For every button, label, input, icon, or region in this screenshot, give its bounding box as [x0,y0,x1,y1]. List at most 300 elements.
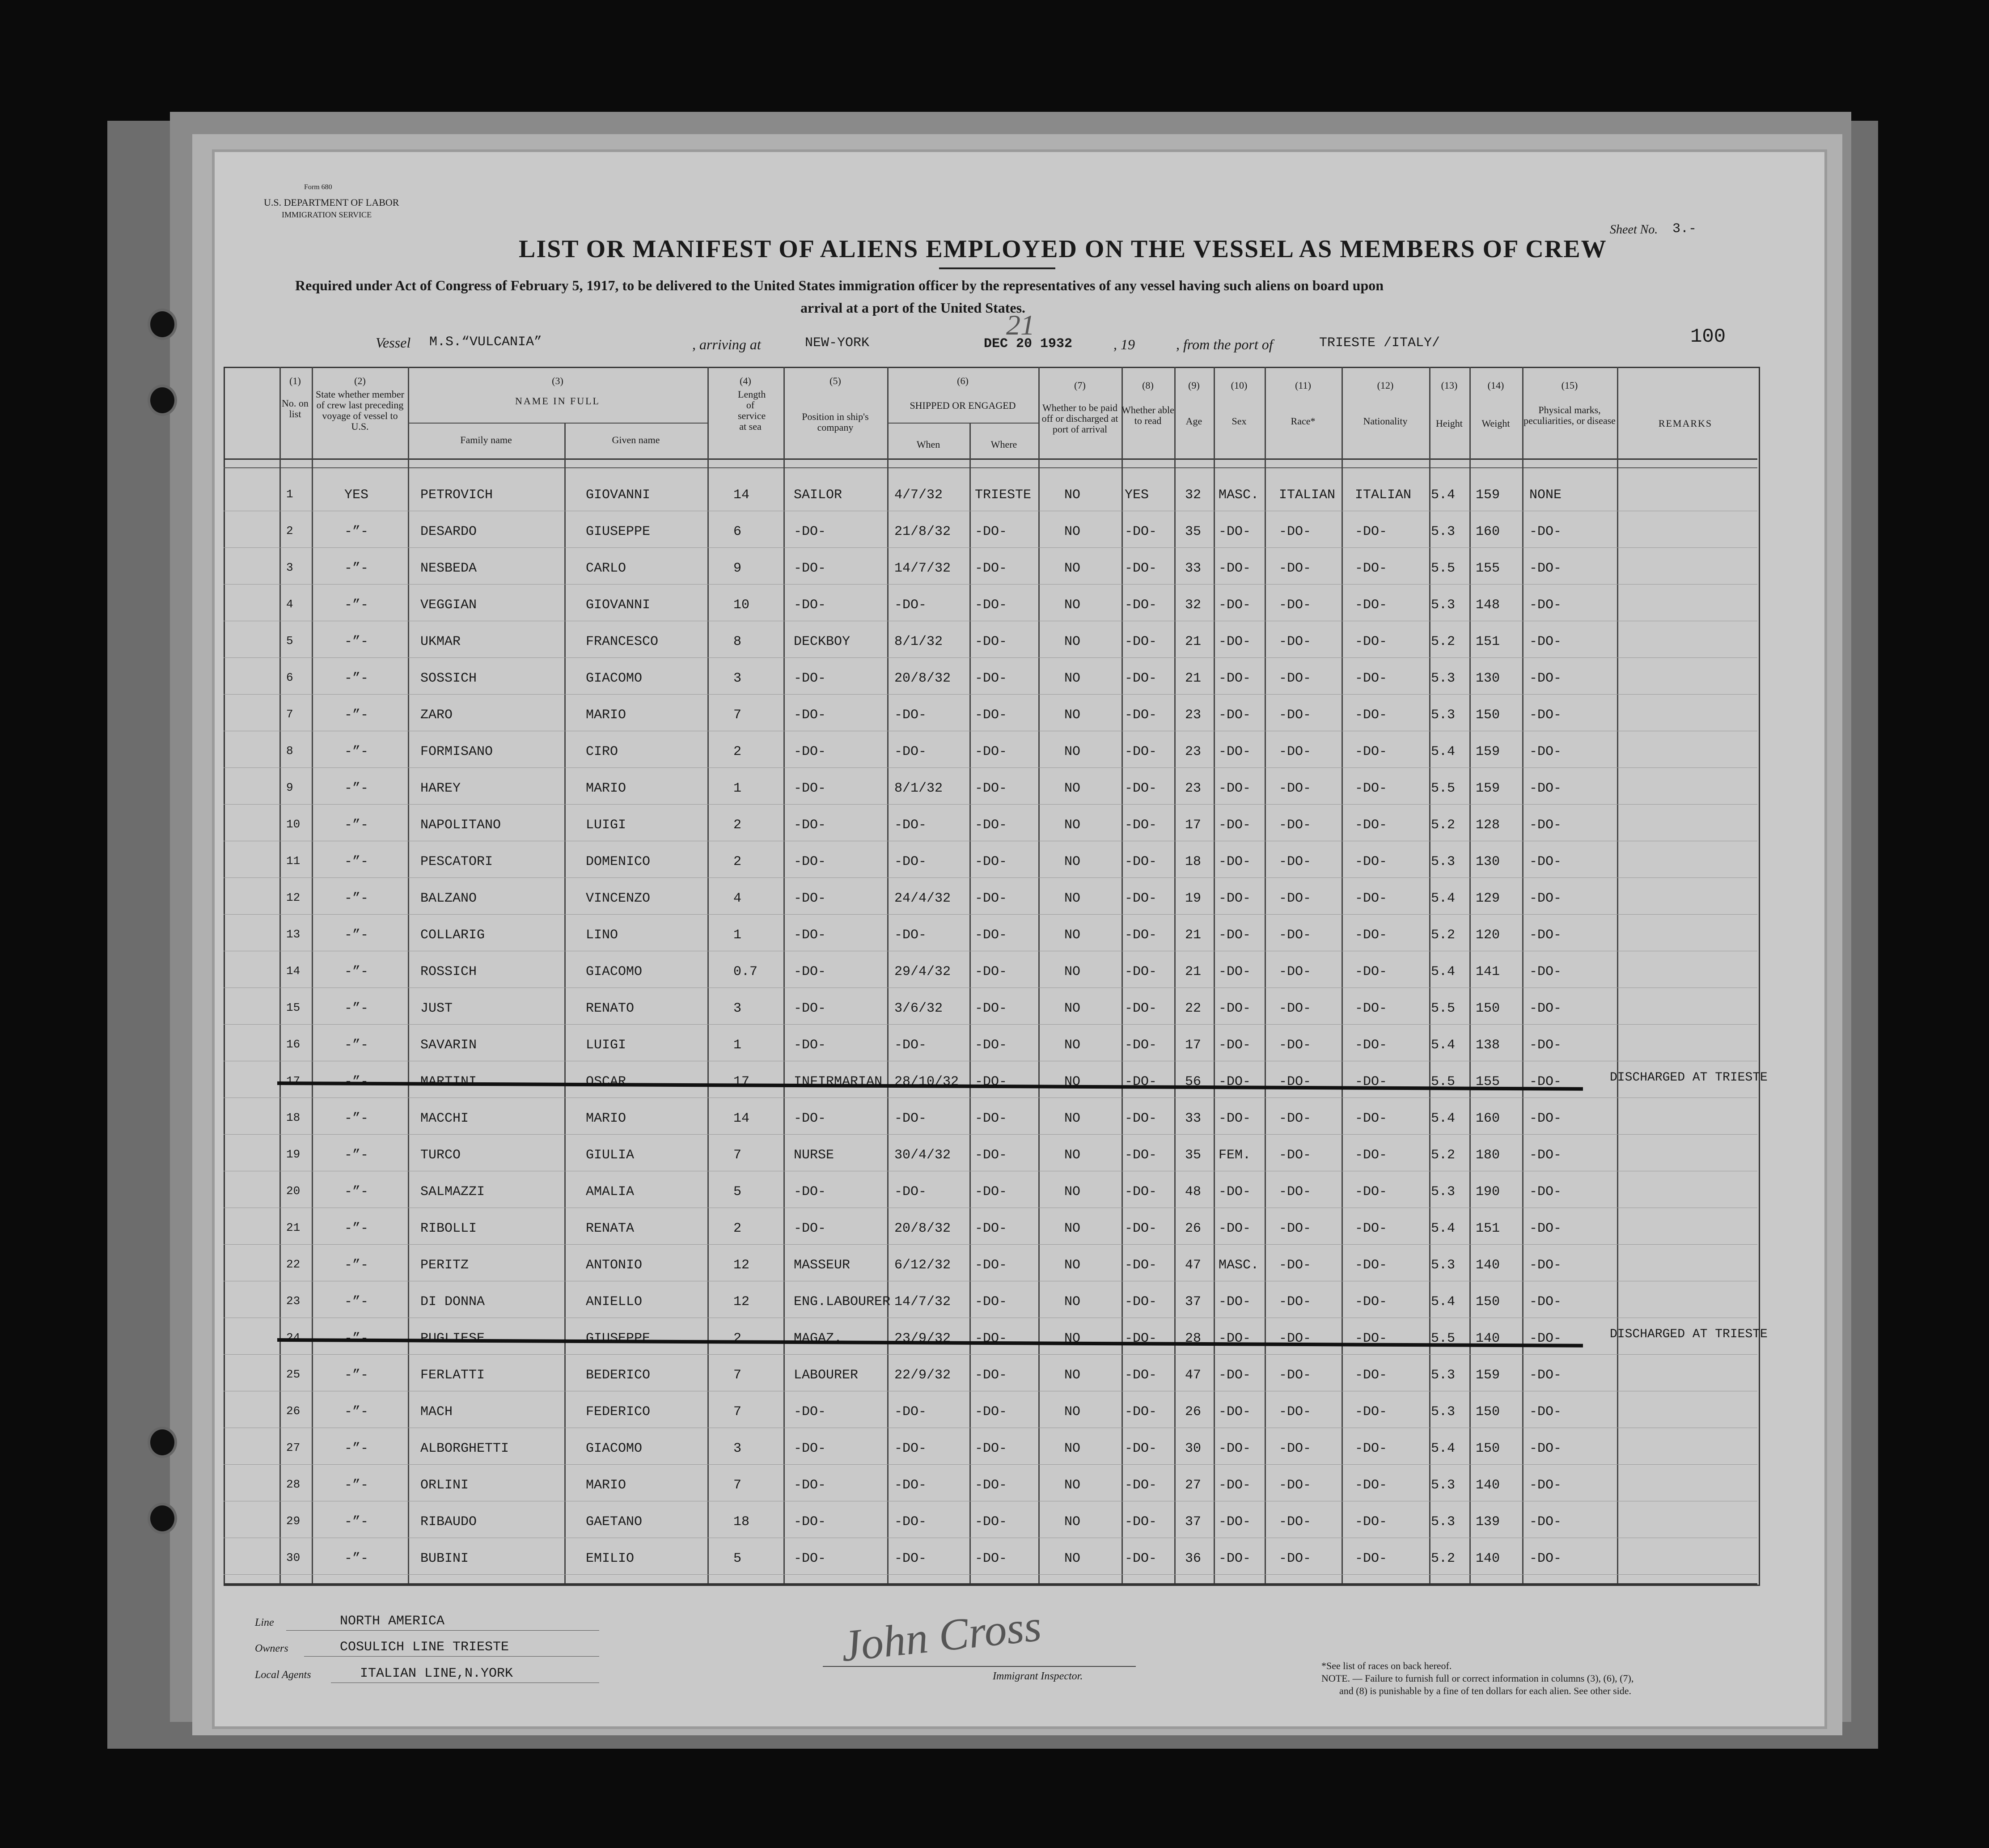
row-length-of-service: 6 [733,524,742,539]
row-shipped-when: -DO- [894,1404,927,1420]
row-given-name: GIACOMO [586,1441,643,1456]
vessel-label: Vessel [376,335,411,351]
row-able-to-read: -DO- [1125,891,1157,906]
row-height: 5.3 [1431,524,1456,539]
row-nationality: -DO- [1355,1514,1388,1530]
row-previous-voyage: -”- [344,1074,369,1089]
row-length-of-service: 5 [733,1184,742,1200]
row-physical-marks: -DO- [1529,1074,1562,1089]
column-divider [312,367,313,1583]
row-row-number: 3 [286,561,293,574]
row-sex: -DO- [1219,598,1251,613]
row-nationality: -DO- [1355,561,1388,576]
row-shipped-where: TRIESTE [975,487,1032,503]
row-row-number: 16 [286,1038,300,1051]
row-given-name: ANTONIO [586,1258,643,1273]
row-shipped-where: -DO- [975,781,1007,796]
col-1-header: No. on list [282,398,309,420]
column-divider [1214,367,1215,1583]
row-race: -DO- [1279,1294,1312,1310]
group-header-rule [408,423,707,424]
row-previous-voyage: -”- [344,1001,369,1016]
row-previous-voyage: -”- [344,854,369,869]
row-age: 36 [1185,1551,1202,1566]
row-family-name: HAREY [420,781,461,796]
row-length-of-service: 2 [733,818,742,833]
col-7-header: Whether to be paid off or discharged at port of arrival [1041,402,1118,435]
row-row-number: 9 [286,781,293,794]
row-race: -DO- [1279,1148,1312,1163]
row-shipped-when: 14/7/32 [894,1294,951,1310]
row-physical-marks: -DO- [1529,1148,1562,1163]
row-position: MASSEUR [794,1258,851,1273]
row-previous-voyage: -”- [344,1258,369,1273]
row-length-of-service: 1 [733,781,742,796]
group-header-rule [887,423,1038,424]
row-shipped-where: -DO- [975,1221,1007,1236]
row-family-name: SAVARIN [420,1038,477,1053]
row-height: 5.4 [1431,1441,1456,1456]
row-nationality: -DO- [1355,1184,1388,1200]
row-sex: -DO- [1219,818,1251,833]
service-label: IMMIGRATION SERVICE [282,210,372,219]
row-row-number: 5 [286,634,293,648]
row-able-to-read: -DO- [1125,781,1157,796]
row-able-to-read: -DO- [1125,561,1157,576]
inspector-label: Immigrant Inspector. [993,1670,1083,1682]
row-row-number: 12 [286,891,300,904]
row-race: -DO- [1279,634,1312,649]
col-14-header: Weight [1481,418,1510,429]
col-11-number: (11) [1295,380,1311,391]
row-height: 5.4 [1431,1038,1456,1053]
row-weight: 180 [1476,1148,1500,1163]
row-race: -DO- [1279,1001,1312,1016]
row-length-of-service: 0.7 [733,964,758,979]
row-row-number: 21 [286,1221,300,1234]
row-family-name: ROSSICH [420,964,477,979]
row-paid-off: NO [1064,634,1081,649]
row-nationality: -DO- [1355,1074,1388,1089]
row-sex: -DO- [1219,1441,1251,1456]
row-position: -DO- [794,1404,826,1420]
row-age: 26 [1185,1221,1202,1236]
header-bottom-rule [224,458,1757,460]
owners-value: COSULICH LINE TRIESTE [340,1640,509,1655]
binder-hole [148,309,177,340]
row-able-to-read: -DO- [1125,1111,1157,1126]
row-position: -DO- [794,1514,826,1530]
row-family-name: SOSSICH [420,671,477,686]
row-height: 5.4 [1431,1294,1456,1310]
col-4-number: (4) [740,375,751,386]
row-given-name: AMALIA [586,1184,635,1200]
races-note: *See list of races on back hereof. [1321,1660,1452,1671]
row-position: -DO- [794,891,826,906]
row-physical-marks: -DO- [1529,1478,1562,1493]
row-race: -DO- [1279,818,1312,833]
row-sex: -DO- [1219,891,1251,906]
row-weight: 190 [1476,1184,1500,1200]
row-shipped-where: -DO- [975,1111,1007,1126]
binder-hole [148,385,177,416]
row-row-number: 26 [286,1404,300,1418]
row-length-of-service: 4 [733,891,742,906]
row-given-name: MARIO [586,1111,626,1126]
row-shipped-where: -DO- [975,1331,1007,1346]
row-age: 30 [1185,1441,1202,1456]
row-family-name: JUST [420,1001,453,1016]
row-row-number: 8 [286,744,293,758]
row-shipped-when: 22/9/32 [894,1368,951,1383]
col-7-number: (7) [1074,380,1086,391]
row-shipped-where: -DO- [975,1001,1007,1016]
row-row-number: 11 [286,854,300,868]
row-given-name: RENATA [586,1221,635,1236]
row-given-name: GIACOMO [586,964,643,979]
col-10-number: (10) [1231,380,1248,391]
row-length-of-service: 5 [733,1551,742,1566]
row-height: 5.3 [1431,708,1456,723]
row-shipped-when: 4/7/32 [894,487,943,503]
row-shipped-when: -DO- [894,1514,927,1530]
column-divider [1121,367,1123,1583]
row-race: -DO- [1279,1074,1312,1089]
row-nationality: -DO- [1355,1368,1388,1383]
row-shipped-when: -DO- [894,928,927,943]
row-shipped-where: -DO- [975,1294,1007,1310]
binder-hole [148,1503,177,1534]
row-age: 27 [1185,1478,1202,1493]
row-race: -DO- [1279,1441,1312,1456]
row-paid-off: NO [1064,1148,1081,1163]
row-paid-off: NO [1064,1074,1081,1089]
row-race: -DO- [1279,1111,1312,1126]
row-previous-voyage: -”- [344,781,369,796]
row-length-of-service: 12 [733,1294,750,1310]
row-previous-voyage: -”- [344,1331,369,1346]
row-able-to-read: -DO- [1125,598,1157,613]
row-previous-voyage: -”- [344,928,369,943]
col-13-header: Height [1436,418,1463,429]
row-position: -DO- [794,561,826,576]
row-height: 5.3 [1431,1404,1456,1420]
row-paid-off: NO [1064,781,1081,796]
column-divider [279,367,281,1583]
row-shipped-when: 24/4/32 [894,891,951,906]
row-length-of-service: 7 [733,1148,742,1163]
row-able-to-read: -DO- [1125,1184,1157,1200]
row-position: -DO- [794,1478,826,1493]
col-8-header: Whether able to read [1121,404,1174,426]
row-length-of-service: 1 [733,1038,742,1053]
row-able-to-read: -DO- [1125,1551,1157,1566]
row-height: 5.5 [1431,1074,1456,1089]
row-length-of-service: 10 [733,598,750,613]
row-position: DECKBOY [794,634,851,649]
row-shipped-when: 14/7/32 [894,561,951,576]
row-paid-off: NO [1064,1514,1081,1530]
row-weight: 150 [1476,1404,1500,1420]
row-previous-voyage: -”- [344,561,369,576]
column-divider [707,367,709,1583]
col-9-number: (9) [1188,380,1200,391]
row-age: 23 [1185,781,1202,796]
row-height: 5.2 [1431,634,1456,649]
row-height: 5.3 [1431,1514,1456,1530]
row-family-name: BUBINI [420,1551,469,1566]
row-weight: 141 [1476,964,1500,979]
row-age: 19 [1185,891,1202,906]
row-nationality: -DO- [1355,598,1388,613]
row-shipped-when: 23/9/32 [894,1331,951,1346]
row-able-to-read: -DO- [1125,818,1157,833]
row-previous-voyage: -”- [344,671,369,686]
row-nationality: -DO- [1355,1221,1388,1236]
row-age: 21 [1185,964,1202,979]
row-able-to-read: YES [1125,487,1149,503]
row-position: -DO- [794,524,826,539]
row-weight: 140 [1476,1331,1500,1346]
row-shipped-where: -DO- [975,1148,1007,1163]
row-given-name: CARLO [586,561,626,576]
row-weight: 129 [1476,891,1500,906]
row-length-of-service: 7 [733,1478,742,1493]
inspector-signature: John Cross [838,1600,1044,1671]
row-sex: -DO- [1219,1038,1251,1053]
row-given-name: DOMENICO [586,854,651,869]
row-age: 47 [1185,1368,1202,1383]
row-row-number: 2 [286,524,293,538]
row-given-name: GAETANO [586,1514,643,1530]
column-divider [1522,367,1523,1583]
row-nationality: -DO- [1355,1148,1388,1163]
col-2-header: State whether member of crew last preceding voyage of vessel to U.S. [316,389,404,432]
row-height: 5.5 [1431,781,1456,796]
row-weight: 159 [1476,781,1500,796]
row-shipped-where: -DO- [975,1074,1007,1089]
row-sex: -DO- [1219,1074,1251,1089]
row-able-to-read: -DO- [1125,964,1157,979]
row-weight: 140 [1476,1551,1500,1566]
row-length-of-service: 17 [733,1074,750,1089]
row-rule [224,1244,1757,1245]
row-sex: -DO- [1219,561,1251,576]
row-family-name: NESBEDA [420,561,477,576]
row-row-number: 10 [286,818,300,831]
row-sex: -DO- [1219,524,1251,539]
row-able-to-read: -DO- [1125,1221,1157,1236]
row-height: 5.3 [1431,1184,1456,1200]
row-nationality: -DO- [1355,781,1388,796]
row-previous-voyage: -”- [344,1221,369,1236]
row-physical-marks: -DO- [1529,928,1562,943]
row-height: 5.5 [1431,561,1456,576]
row-paid-off: NO [1064,1331,1081,1346]
row-shipped-when: -DO- [894,1478,927,1493]
column-divider [1617,367,1618,1583]
row-physical-marks: -DO- [1529,964,1562,979]
row-given-name: RENATO [586,1001,635,1016]
row-sex: -DO- [1219,671,1251,686]
row-row-number: 25 [286,1368,300,1381]
row-shipped-where: -DO- [975,708,1007,723]
row-physical-marks: -DO- [1529,1368,1562,1383]
row-given-name: BEDERICO [586,1368,651,1383]
row-previous-voyage: -”- [344,1441,369,1456]
row-family-name: FORMISANO [420,744,493,759]
row-family-name: PESCATORI [420,854,493,869]
row-shipped-where: -DO- [975,598,1007,613]
row-physical-marks: -DO- [1529,781,1562,796]
row-length-of-service: 2 [733,1221,742,1236]
row-length-of-service: 7 [733,1404,742,1420]
col-5-header: Position in ship's company [802,411,869,433]
row-paid-off: NO [1064,744,1081,759]
row-family-name: UKMAR [420,634,461,649]
row-weight: 150 [1476,1001,1500,1016]
row-previous-voyage: -”- [344,524,369,539]
row-length-of-service: 3 [733,1441,742,1456]
row-race: -DO- [1279,1478,1312,1493]
row-height: 5.4 [1431,1221,1456,1236]
row-able-to-read: -DO- [1125,1441,1157,1456]
row-sex: MASC. [1219,1258,1259,1273]
row-race: -DO- [1279,1368,1312,1383]
row-shipped-where: -DO- [975,744,1007,759]
row-weight: 160 [1476,1111,1500,1126]
sheet-number: 3.- [1672,221,1697,237]
arriving-label: , arriving at [692,336,761,352]
row-weight: 151 [1476,634,1500,649]
row-paid-off: NO [1064,1111,1081,1126]
col-6a-header: When [916,439,940,450]
row-height: 5.5 [1431,1331,1456,1346]
row-physical-marks: -DO- [1529,1038,1562,1053]
row-age: 47 [1185,1258,1202,1273]
line-label: Line [255,1617,274,1628]
col-15-header: Physical marks, peculiarities, or disease [1523,404,1616,426]
row-physical-marks: -DO- [1529,634,1562,649]
row-height: 5.4 [1431,487,1456,503]
row-position: ENG.LABOURER [794,1294,891,1310]
row-nationality: -DO- [1355,1111,1388,1126]
row-previous-voyage: -”- [344,964,369,979]
row-physical-marks: -DO- [1529,744,1562,759]
row-paid-off: NO [1064,1404,1081,1420]
row-length-of-service: 14 [733,1111,750,1126]
row-paid-off: NO [1064,671,1081,686]
row-race: -DO- [1279,598,1312,613]
row-length-of-service: 7 [733,1368,742,1383]
row-family-name: PUGLIESE [420,1331,485,1346]
page-number: 100 [1690,326,1726,348]
column-divider [1342,367,1343,1583]
form-number: Form 680 [304,183,332,191]
row-row-number: 23 [286,1294,300,1308]
row-race: -DO- [1279,1514,1312,1530]
row-shipped-where: -DO- [975,1441,1007,1456]
row-family-name: NAPOLITANO [420,818,501,833]
row-able-to-read: -DO- [1125,744,1157,759]
row-family-name: ALBORGHETTI [420,1441,509,1456]
column-divider [564,423,566,1583]
row-sex: -DO- [1219,1331,1251,1346]
row-position: INFIRMARIAN [794,1074,883,1089]
row-paid-off: NO [1064,928,1081,943]
row-able-to-read: -DO- [1125,708,1157,723]
column-divider [408,367,409,1583]
row-age: 33 [1185,1111,1202,1126]
row-position: SAILOR [794,487,842,503]
row-position: -DO- [794,854,826,869]
from-port-label: , from the port of [1176,336,1273,352]
row-physical-marks: -DO- [1529,1441,1562,1456]
row-physical-marks: -DO- [1529,1551,1562,1566]
row-row-number: 24 [286,1331,300,1344]
row-shipped-where: -DO- [975,964,1007,979]
row-age: 32 [1185,487,1202,503]
row-race: -DO- [1279,964,1312,979]
row-row-number: 18 [286,1111,300,1124]
row-race: ITALIAN [1279,487,1336,503]
row-height: 5.4 [1431,891,1456,906]
owners-rule [304,1656,599,1657]
row-nationality: -DO- [1355,634,1388,649]
row-weight: 120 [1476,928,1500,943]
row-shipped-where: -DO- [975,671,1007,686]
row-able-to-read: -DO- [1125,634,1157,649]
row-able-to-read: -DO- [1125,1404,1157,1420]
row-given-name: LUIGI [586,818,626,833]
row-shipped-where: -DO- [975,1514,1007,1530]
col-12-number: (12) [1377,380,1394,391]
row-race: -DO- [1279,1551,1312,1566]
row-length-of-service: 14 [733,487,750,503]
arrival-date: DEC 20 1932 [984,336,1073,352]
row-sex: -DO- [1219,1551,1251,1566]
row-remarks: DISCHARGED AT TRIESTE [1610,1327,1768,1341]
row-paid-off: NO [1064,1294,1081,1310]
row-previous-voyage: -”- [344,1368,369,1383]
row-sex: -DO- [1219,744,1251,759]
arriving-port: NEW-YORK [805,335,870,351]
row-shipped-where: -DO- [975,1258,1007,1273]
row-previous-voyage: -”- [344,891,369,906]
row-sex: -DO- [1219,1478,1251,1493]
row-shipped-where: -DO- [975,1478,1007,1493]
row-height: 5.3 [1431,1258,1456,1273]
row-weight: 138 [1476,1038,1500,1053]
row-position: -DO- [794,928,826,943]
row-previous-voyage: -”- [344,744,369,759]
row-age: 17 [1185,818,1202,833]
row-paid-off: NO [1064,561,1081,576]
row-shipped-where: -DO- [975,1038,1007,1053]
row-length-of-service: 3 [733,671,742,686]
row-family-name: PERITZ [420,1258,469,1273]
row-height: 5.4 [1431,964,1456,979]
row-remarks: DISCHARGED AT TRIESTE [1610,1071,1768,1085]
row-row-number: 17 [286,1074,300,1088]
row-age: 21 [1185,634,1202,649]
row-height: 5.3 [1431,1478,1456,1493]
row-paid-off: NO [1064,1258,1081,1273]
row-able-to-read: -DO- [1125,1514,1157,1530]
row-length-of-service: 3 [733,1001,742,1016]
line-value: NORTH AMERICA [340,1614,445,1629]
row-weight: 151 [1476,1221,1500,1236]
